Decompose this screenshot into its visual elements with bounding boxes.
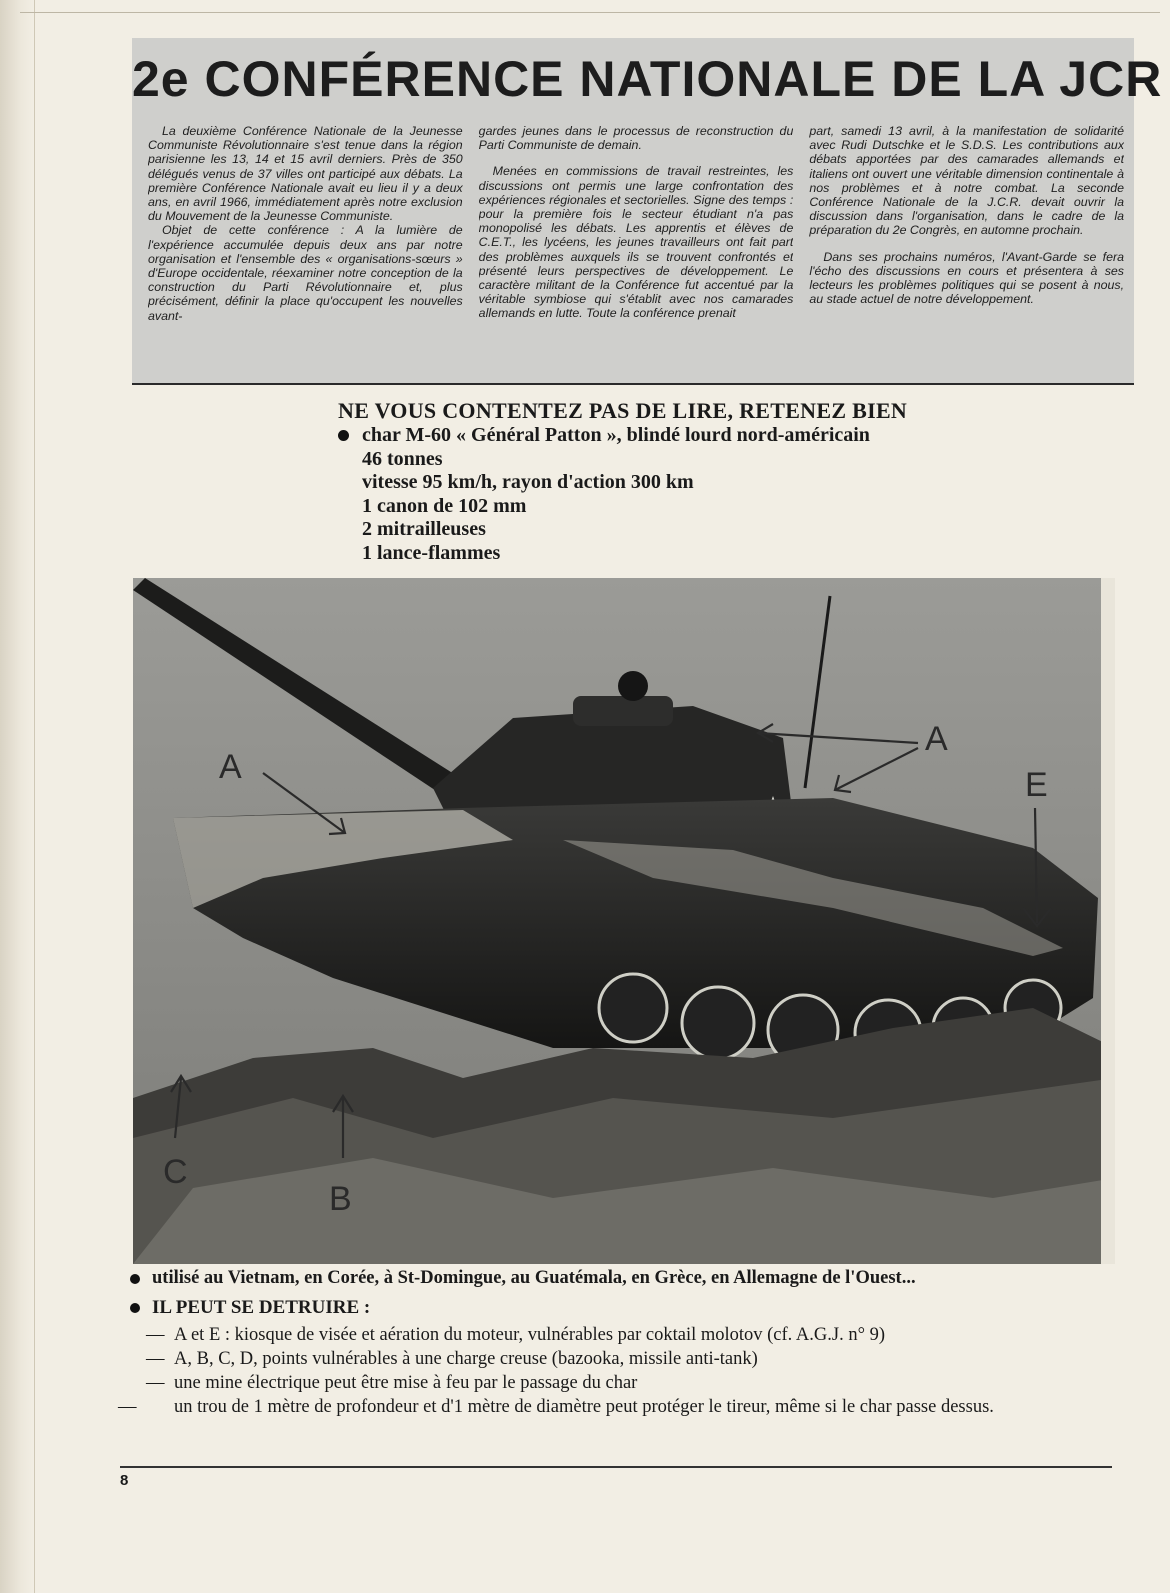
photo-label-b: B	[329, 1180, 352, 1218]
usage-line	[130, 1268, 916, 1289]
tank-photo-illustration	[133, 578, 1115, 1264]
spec-item: vitesse 95 km/h, rayon d'action 300 km	[362, 471, 694, 493]
destroy-item-text: A et E : kiosque de visée et aération du moteur, vulnérables par coktail molotov (cf. A.G.J. n° 9)	[174, 1325, 886, 1345]
spec-item-main	[338, 424, 870, 448]
article-columns	[148, 124, 1124, 374]
destroy-list	[118, 1323, 1126, 1419]
article-paragraph: Menées en commissions de travail restreintes, les discussions ont permis une large confrontation des expériences régionales et sectorielles. Signe des temps : pour la première fois le secteur étudiant n'a pas monopolisé les débats. Les apprentis et élèves de C.E.T., les lycéens, les jeunes travailleurs ont fait part des problèmes auxquels ils se trouvent confrontés et présenté leurs perspectives de développement. Le caractère militant de la Conférence fut accentué par la véritable symbiose qui s'établit avec nos camarades allemands en lutte. Toute la conférence prenait	[478, 164, 794, 321]
destroy-item: — un trou de 1 mètre de profondeur et d'1 mètre de diamètre peut protéger le tireur, même si le char passe dessus.	[118, 1397, 994, 1417]
destroy-item: — une mine électrique peut être mise à feu par le passage du char	[146, 1373, 638, 1393]
article-column-2	[479, 124, 794, 374]
spec-item-main-text: char M-60 « Général Patton », blindé lourd nord-américain	[362, 424, 870, 446]
photo-label-a-left: A	[219, 748, 242, 786]
usage-text: utilisé au Vietnam, en Corée, à St-Domingue, au Guatémala, en Grèce, en Allemagne de l'Ouest...	[152, 1268, 916, 1288]
specs-list	[338, 424, 870, 565]
spec-item: 2 mitrailleuses	[362, 518, 486, 540]
article-paragraph: Dans ses prochains numéros, l'Avant-Garde se fera l'écho des discussions en cours et présentera à ses lecteurs les problèmes politiques qui se posent à nous, au stade actuel de notre développement.	[809, 249, 1125, 307]
destroy-item: — A, B, C, D, points vulnérables à une charge creuse (bazooka, missile anti-tank)	[146, 1349, 758, 1369]
spec-item: 1 canon de 102 mm	[362, 494, 527, 517]
photo-label-c: C	[163, 1153, 188, 1191]
bullet-icon	[130, 1274, 140, 1284]
destroy-item-text: un trou de 1 mètre de profondeur et d'1 mètre de diamètre peut protéger le tireur, même si le char passe dessus.	[174, 1397, 994, 1417]
article-paragraph: gardes jeunes dans le processus de reconstruction du Parti Communiste de demain.	[478, 124, 794, 153]
article-title: 2e CONFÉRENCE NATIONALE DE LA JCR	[132, 51, 1163, 107]
page-number: 8	[120, 1472, 129, 1489]
destroy-heading-text: IL PEUT SE DETRUIRE :	[152, 1297, 371, 1318]
top-rule	[20, 12, 1160, 13]
spec-item: 1 lance-flammes	[362, 541, 501, 564]
photo-label-e: E	[1025, 766, 1048, 804]
spec-item: 46 tonnes	[362, 447, 443, 470]
photo-label-a-right: A	[925, 720, 948, 758]
article-paragraph: part, samedi 13 avril, à la manifestation de solidarité avec Rudi Dutschke et le S.D.S. Les contributions aux débats apportées par des camarades allemands et italiens ont ouvert une véritable dimension continentale à nos problèmes et à notre combat. La seconde Conférence Nationale de la J.C.R. devait ouvrir la discussion dans l'organisation, dans le cadre de la préparation du 2e Congrès, en automne prochain.	[809, 124, 1125, 238]
bullet-icon	[130, 1303, 140, 1313]
destroy-heading	[130, 1297, 370, 1319]
destroy-item-text: A, B, C, D, points vulnérables à une charge creuse (bazooka, missile anti-tank)	[174, 1349, 758, 1369]
specs-heading: NE VOUS CONTENTEZ PAS DE LIRE, RETENEZ BIEN	[338, 398, 908, 423]
article-paragraph: La deuxième Conférence Nationale de la Jeunesse Communiste Révolutionnaire s'est tenue dans la région parisienne les 13, 14 et 15 avril derniers. Près de 350 délégués venus de 37 villes ont participé aux débats. La première Conférence Nationale avait eu lieu il y a deux ans, en avril 1966, immédiatement après notre exclusion du Mouvement de la Jeunesse Communiste.	[148, 124, 463, 224]
bottom-rule	[120, 1466, 1112, 1468]
article-column-1	[148, 124, 463, 374]
page-binding-edge	[0, 0, 35, 1593]
article-paragraph: Objet de cette conférence : A la lumière de l'expérience accumulée depuis deux ans par notre organisation et l'ensemble des « organisations-sœurs » d'Europe occidentale, réexaminer notre conception de la construction du Parti Révolutionnaire et, plus précisément, définir la place qu'occupent les nouvelles avant-	[148, 223, 463, 323]
article-column-3	[809, 124, 1124, 374]
destroy-item: — A et E : kiosque de visée et aération du moteur, vulnérables par coktail molotov (cf. A.G.J. n° 9)	[146, 1325, 886, 1345]
tank-photo	[133, 578, 1115, 1264]
bullet-icon	[338, 430, 349, 441]
article-box	[132, 38, 1163, 385]
destroy-item-text: une mine électrique peut être mise à feu par le passage du char	[174, 1373, 638, 1393]
